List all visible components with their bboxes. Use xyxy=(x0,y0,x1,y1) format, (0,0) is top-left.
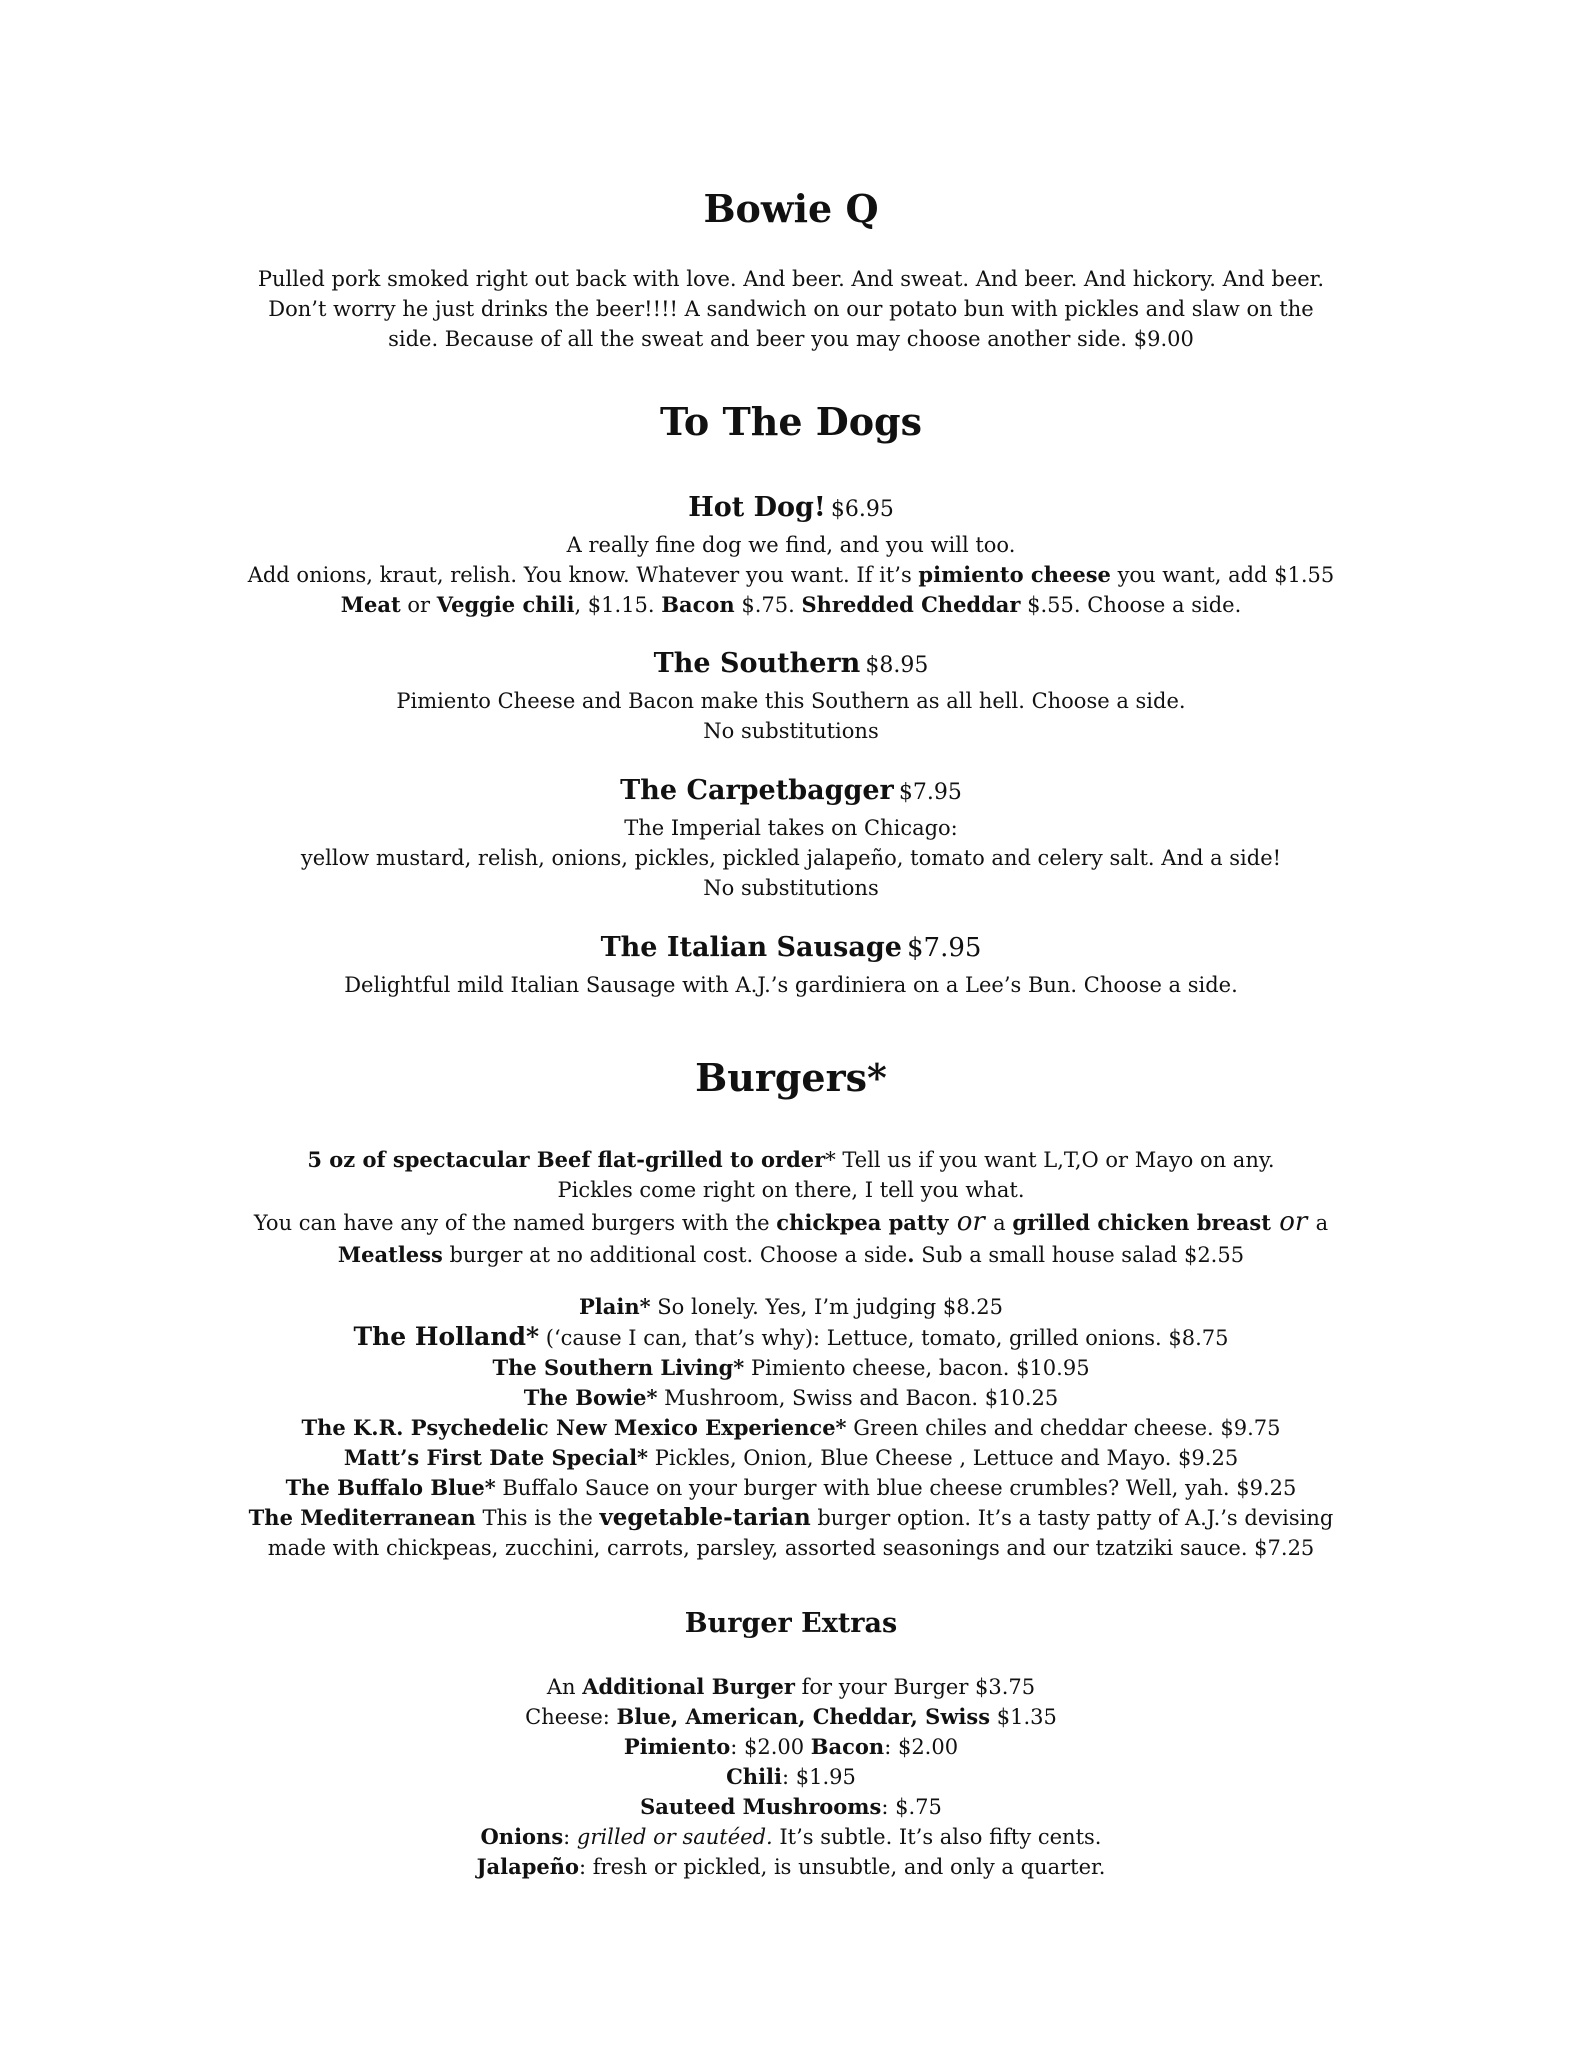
extra-chili xyxy=(0,1762,1582,1792)
southern-description xyxy=(0,686,1582,746)
extra-name: Chili xyxy=(726,1764,783,1789)
italian-sausage-price: $7.95 xyxy=(906,933,982,963)
extra-name: Sauteed Mushrooms xyxy=(640,1794,882,1819)
extra-italic-text: grilled or sautéed. xyxy=(576,1825,773,1849)
or-word: or xyxy=(1270,1207,1316,1237)
bacon-price: $.75. xyxy=(734,593,802,617)
extra-text: Cheese: xyxy=(525,1705,617,1729)
extra-name: Blue, American, Cheddar, Swiss xyxy=(616,1704,991,1729)
or-text: or xyxy=(400,593,437,617)
southern-price: $8.95 xyxy=(865,653,929,678)
southern-note: No substitutions xyxy=(703,719,879,743)
burgers-intro-line-2: Pickles come right on there, I tell you what. xyxy=(557,1178,1025,1202)
extra-name: Jalapeño xyxy=(476,1854,580,1879)
burger-extras-list xyxy=(0,1672,1582,1882)
bowie-q-line-2: Don’t worry he just drinks the beer!!!! A sandwich on our potato bun with pickles and slaw on the xyxy=(268,297,1314,321)
southern-name: The Southern xyxy=(653,648,861,679)
extra-text: It’s subtle. It’s also fifty cents. xyxy=(772,1825,1102,1849)
extra-text: : $.75 xyxy=(881,1795,942,1819)
bowie-q-line-1: Pulled pork smoked right out back with love. And beer. And sweat. And beer. And hickory. And beer. xyxy=(257,267,1325,291)
burger-item-buffalo-blue xyxy=(0,1473,1582,1503)
beef-patty-label: 5 oz of spectacular Beef flat-grilled to order xyxy=(307,1147,826,1172)
carpetbagger-name: The Carpetbagger xyxy=(620,775,894,806)
carpetbagger-desc-line-2: yellow mustard, relish, onions, pickles, pickled jalapeño, tomato and celery salt. And a side! xyxy=(300,846,1282,870)
extra-text: An xyxy=(546,1675,583,1699)
extra-text: : xyxy=(563,1825,577,1849)
grilled-chicken-label: grilled chicken breast xyxy=(1012,1210,1271,1235)
or-word: or xyxy=(948,1207,994,1237)
carpetbagger-description xyxy=(0,813,1582,903)
bowie-q-description xyxy=(0,264,1582,354)
section-heading-burgers: Burgers* xyxy=(695,1055,887,1100)
pimiento-cheese-label: pimiento cheese xyxy=(918,562,1111,587)
burger-item-mediterranean-line-2: made with chickpeas, zucchini, carrots, parsley, assorted seasonings and our tzatziki sauce. $7.25 xyxy=(267,1536,1315,1560)
hot-dog-desc-line-1: A really fine dog we find, and you will too. xyxy=(566,533,1016,557)
hot-dog-line2-text-c: you want, add $1.55 xyxy=(1110,563,1335,587)
burger-item-mediterranean xyxy=(0,1503,1582,1533)
burgers-intro xyxy=(0,1145,1582,1270)
burger-desc: burger option. It’s a tasty patty of A.J.’s devising xyxy=(810,1506,1334,1530)
burger-desc: Buffalo Sauce on your burger with blue cheese crumbles? Well, yah. $9.25 xyxy=(495,1476,1297,1500)
burger-name: Plain* xyxy=(579,1294,651,1319)
hot-dog-title-row xyxy=(0,492,1582,523)
extra-pimiento-bacon xyxy=(0,1732,1582,1762)
burger-name: Matt’s First Date Special* xyxy=(343,1445,649,1470)
extra-text: $1.35 xyxy=(990,1705,1057,1729)
burger-name: The Southern Living* xyxy=(492,1355,745,1380)
a-word: a xyxy=(1315,1211,1329,1235)
bacon-label: Bacon xyxy=(661,592,735,617)
section-heading-bowie-q: Bowie Q xyxy=(703,186,879,231)
burger-name: The Bowie* xyxy=(523,1385,658,1410)
italian-sausage-title-row xyxy=(0,932,1582,963)
extra-name: Onions xyxy=(480,1824,564,1849)
carpetbagger-note: No substitutions xyxy=(703,876,879,900)
hot-dog-description xyxy=(0,530,1582,620)
veggie-chili-label: Veggie chili xyxy=(436,592,575,617)
carpetbagger-desc-line-1: The Imperial takes on Chicago: xyxy=(624,816,958,840)
burger-item-first-date xyxy=(0,1443,1582,1473)
extra-text: : $2.00 xyxy=(730,1735,811,1759)
extra-name: Pimiento xyxy=(623,1734,731,1759)
burger-item-holland xyxy=(0,1322,1582,1353)
burger-name: The Holland* xyxy=(353,1322,540,1351)
burger-name: The K.R. Psychedelic New Mexico Experience* xyxy=(301,1415,847,1440)
shredded-cheddar-label: Shredded Cheddar xyxy=(801,592,1021,617)
burgers-intro-line-4 xyxy=(0,1240,1582,1270)
southern-title-row xyxy=(0,648,1582,679)
southern-desc-line: Pimiento Cheese and Bacon make this Southern as all hell. Choose a side. xyxy=(396,689,1186,713)
extra-jalapeno xyxy=(0,1852,1582,1882)
extra-text: for your Burger $3.75 xyxy=(794,1675,1036,1699)
chickpea-patty-label: chickpea patty xyxy=(776,1210,949,1235)
cheddar-price: $.55. Choose a side. xyxy=(1020,593,1242,617)
extra-text: : $1.95 xyxy=(782,1765,856,1789)
burger-item-psychedelic xyxy=(0,1413,1582,1443)
chili-price: , $1.15. xyxy=(574,593,662,617)
extra-name: Bacon xyxy=(810,1734,885,1759)
hot-dog-price: $6.95 xyxy=(830,497,894,522)
burger-desc: Pickles, Onion, Blue Cheese , Lettuce and Mayo. $9.25 xyxy=(648,1446,1239,1470)
period: . xyxy=(907,1242,915,1267)
burger-item-southern-living xyxy=(0,1353,1582,1383)
burgers-intro-line-4-text: burger at no additional cost. Choose a side xyxy=(442,1243,908,1267)
meat-label: Meat xyxy=(340,592,401,617)
burgers-intro-line-3 xyxy=(0,1205,1582,1240)
hot-dog-desc-line-3 xyxy=(0,590,1582,620)
burger-name: The Mediterranean xyxy=(248,1505,476,1530)
hot-dog-name: Hot Dog! xyxy=(688,492,826,523)
extra-mushrooms xyxy=(0,1792,1582,1822)
extra-text: : $2.00 xyxy=(884,1735,959,1759)
a-word: a xyxy=(993,1211,1013,1235)
burgers-intro-line-1 xyxy=(0,1145,1582,1175)
bowie-q-line-3: side. Because of all the sweat and beer you may choose another side. $9.00 xyxy=(388,327,1194,351)
hot-dog-line2-text-a: Add onions, kraut, relish. You know. Whatever you want. If it’s xyxy=(247,563,919,587)
extra-name: Additional Burger xyxy=(582,1674,795,1699)
section-heading-burger-extras: Burger Extras xyxy=(684,1608,898,1639)
italian-sausage-description: Delightful mild Italian Sausage with A.J.’s gardiniera on a Lee’s Bun. Choose a side. xyxy=(344,973,1238,997)
burger-list xyxy=(0,1292,1582,1563)
extra-text: : fresh or pickled, is unsubtle, and only a quarter. xyxy=(579,1855,1106,1879)
hot-dog-desc-line-2 xyxy=(0,560,1582,590)
burger-item-bowie xyxy=(0,1383,1582,1413)
carpetbagger-price: $7.95 xyxy=(898,780,962,805)
italian-sausage-name: The Italian Sausage xyxy=(600,932,902,963)
burger-desc: So lonely. Yes, I’m judging $8.25 xyxy=(650,1295,1003,1319)
burger-item-plain xyxy=(0,1292,1582,1322)
burger-desc: Green chiles and cheddar cheese. $9.75 xyxy=(846,1416,1281,1440)
extra-cheese xyxy=(0,1702,1582,1732)
carpetbagger-title-row xyxy=(0,775,1582,806)
extra-additional-burger xyxy=(0,1672,1582,1702)
meatless-label: Meatless xyxy=(337,1242,443,1267)
burger-name: The Buffalo Blue* xyxy=(285,1475,496,1500)
burger-desc: Mushroom, Swiss and Bacon. $10.25 xyxy=(657,1386,1059,1410)
burgers-intro-line-3-text: You can have any of the named burgers with the xyxy=(253,1211,777,1235)
burgers-intro-line-1-text: * Tell us if you want L,T,O or Mayo on any. xyxy=(825,1148,1275,1172)
section-heading-dogs: To The Dogs xyxy=(659,399,923,444)
burger-desc: (‘cause I can, that’s why): Lettuce, tomato, grilled onions. $8.75 xyxy=(539,1326,1229,1350)
house-salad-sub: Sub a small house salad $2.55 xyxy=(914,1243,1245,1267)
burger-desc: This is the xyxy=(475,1506,600,1530)
vegetable-tarian-label: vegetable-tarian xyxy=(599,1504,811,1531)
burger-desc: Pimiento cheese, bacon. $10.95 xyxy=(744,1356,1090,1380)
extra-onions xyxy=(0,1822,1582,1852)
